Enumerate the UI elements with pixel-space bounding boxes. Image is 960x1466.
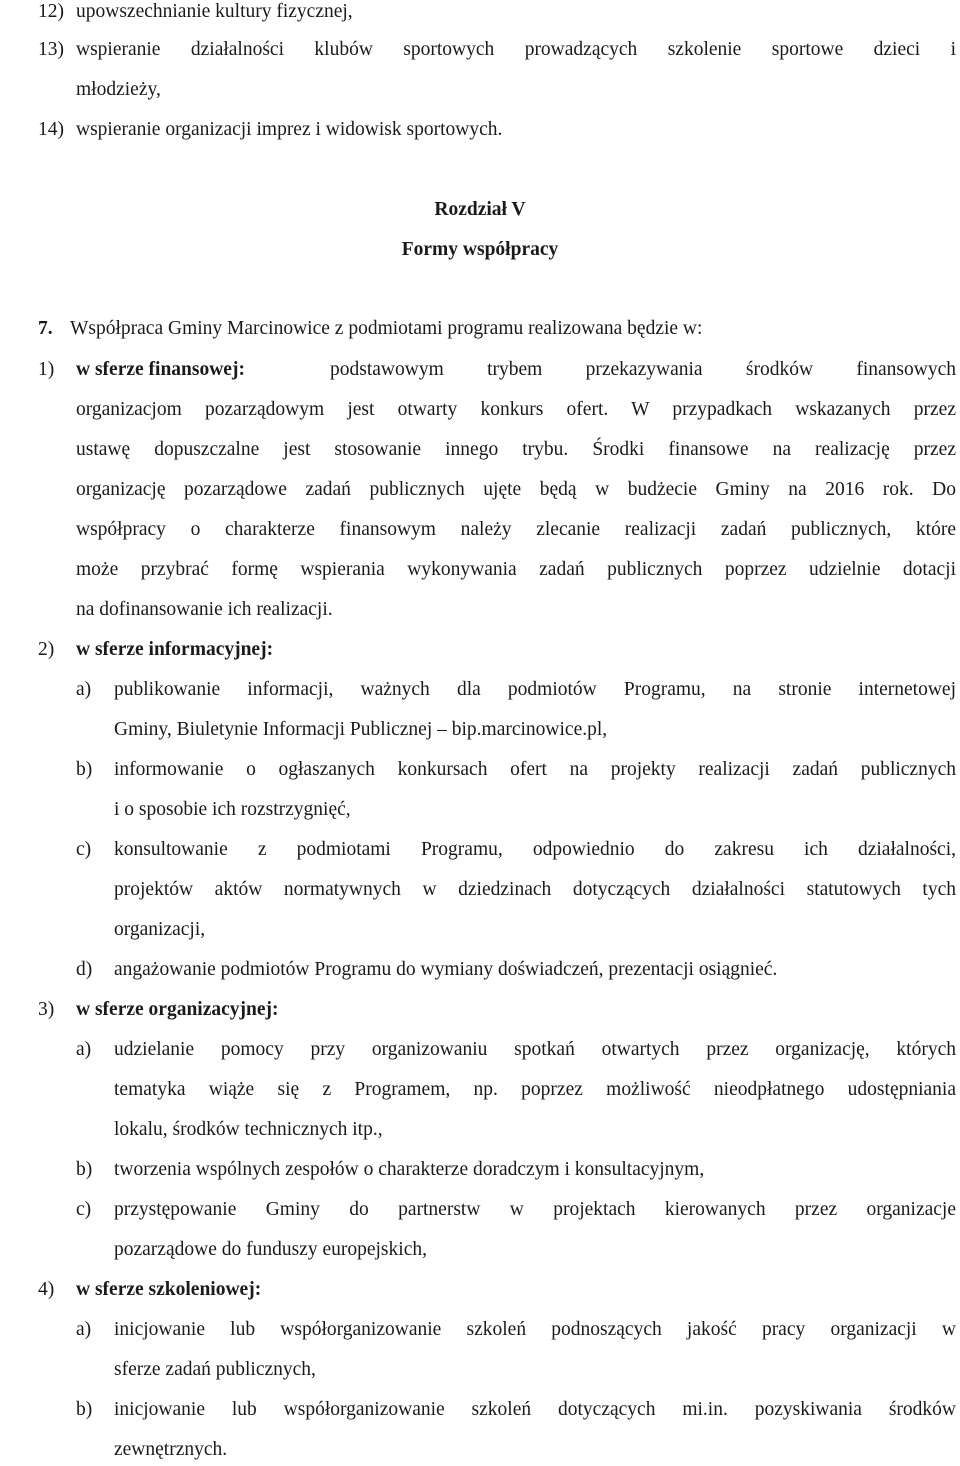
subitem-letter: c) (76, 1199, 92, 1220)
subitem-text-line: publikowanie informacji, ważnych dla podmiotów Programu, na stronie internetowej (114, 679, 956, 700)
subitem-text-line: przystępowanie Gminy do partnerstw w projektach kierowanych przez organizacje (114, 1199, 956, 1220)
item-number: 3) (38, 999, 55, 1020)
subitem-letter: b) (76, 1399, 93, 1420)
subitem-text-line: angażowanie podmiotów Programu do wymiany doświadczeń, prezentacji osiągnieć. (114, 959, 778, 980)
item-heading: w sferze finansowej: (76, 359, 245, 380)
item-text-line: organizację pozarządowe zadań publicznych ujęte będą w budżecie Gminy na 2016 rok. Do (76, 479, 956, 500)
subitem-letter: c) (76, 839, 92, 860)
subitem-letter: a) (76, 1319, 92, 1340)
item-heading: w sferze organizacyjnej: (76, 999, 279, 1020)
subitem-text-line: inicjowanie lub współorganizowanie szkoleń podnoszących jakość pracy organizacji w (114, 1319, 956, 1340)
subitem-text-line: pozarządowe do funduszy europejskich, (114, 1239, 427, 1260)
section-intro: Współpraca Gminy Marcinowice z podmiotami programu realizowana będzie w: (70, 318, 703, 339)
subitem-text-line: konsultowanie z podmiotami Programu, odpowiednio do zakresu ich działalności, (114, 839, 956, 860)
list-item-text: wspieranie organizacji imprez i widowisk sportowych. (76, 119, 503, 140)
item-text-line: współpracy o charakterze finansowym należy zlecanie realizacji zadań publicznych, które (76, 519, 956, 540)
list-item-text: upowszechnianie kultury fizycznej, (76, 1, 353, 22)
item-number: 1) (38, 359, 55, 380)
item-heading: w sferze szkoleniowej: (76, 1279, 262, 1300)
subitem-letter: b) (76, 759, 93, 780)
list-item-text: wspieranie działalności klubów sportowych prowadzących szkolenie sportowe dzieci i (76, 39, 956, 60)
subitem-letter: a) (76, 679, 92, 700)
list-item-continuation: młodzieży, (76, 79, 161, 100)
subitem-text-line: informowanie o ogłaszanych konkursach ofert na projekty realizacji zadań publicznych (114, 759, 956, 780)
item-text-line: na dofinansowanie ich realizacji. (76, 599, 333, 620)
item-text-line: podstawowym trybem przekazywania środków finansowych (330, 359, 956, 380)
list-number: 14) (38, 119, 64, 140)
section-number: 7. (38, 318, 53, 339)
item-number: 4) (38, 1279, 55, 1300)
subitem-text-line: Gminy, Biuletynie Informacji Publicznej – bip.marcinowice.pl, (114, 719, 608, 740)
subitem-text-line: zewnętrznych. (114, 1439, 228, 1460)
subitem-text-line: lokalu, środków technicznych itp., (114, 1119, 383, 1140)
subitem-text-line: projektów aktów normatywnych w dziedzinach dotyczących działalności statutowych tych (114, 879, 956, 900)
subitem-letter: a) (76, 1039, 92, 1060)
chapter-title: Rozdział V (434, 199, 526, 220)
subitem-text-line: inicjowanie lub współorganizowanie szkoleń dotyczących mi.in. pozyskiwania środków (114, 1399, 956, 1420)
chapter-subtitle: Formy współpracy (401, 239, 559, 260)
item-heading: w sferze informacyjnej: (76, 639, 274, 660)
subitem-text-line: tematyka wiąże się z Programem, np. poprzez możliwość nieodpłatnego udostępniania (114, 1079, 956, 1100)
item-text-line: organizacjom pozarządowym jest otwarty konkurs ofert. W przypadkach wskazanych przez (76, 399, 956, 420)
subitem-text-line: sferze zadań publicznych, (114, 1359, 316, 1380)
subitem-letter: d) (76, 959, 93, 980)
subitem-letter: b) (76, 1159, 93, 1180)
subitem-text-line: udzielanie pomocy przy organizowaniu spotkań otwartych przez organizację, których (114, 1039, 956, 1060)
list-number: 12) (38, 1, 64, 22)
subitem-text-line: i o sposobie ich rozstrzygnięć, (114, 799, 351, 820)
subitem-text-line: organizacji, (114, 919, 206, 940)
list-number: 13) (38, 39, 64, 60)
item-number: 2) (38, 639, 55, 660)
subitem-text-line: tworzenia wspólnych zespołów o charakterze doradczym i konsultacyjnym, (114, 1159, 705, 1180)
item-text-line: ustawę dopuszczalne jest stosowanie innego trybu. Środki finansowe na realizację przez (76, 439, 956, 460)
item-text-line: może przybrać formę wspierania wykonywania zadań publicznych poprzez udzielnie dotacji (76, 559, 956, 580)
